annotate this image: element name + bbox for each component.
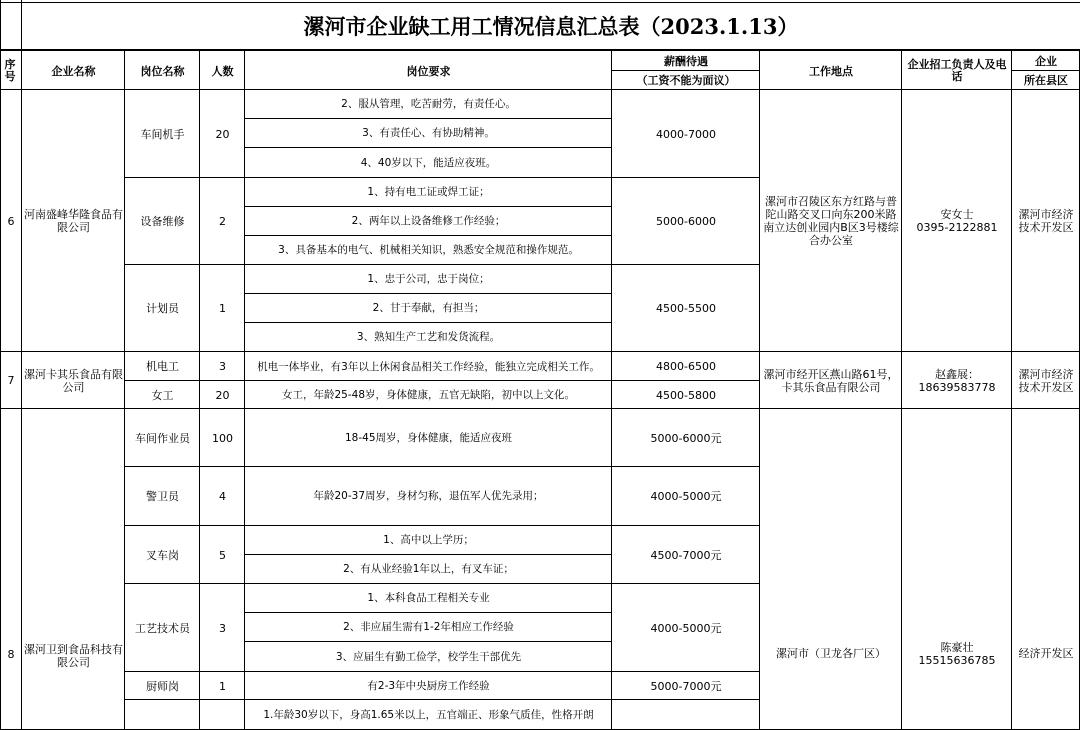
grid-line <box>21 0 22 730</box>
requirement-line: 3、熟知生产工艺和发货流程。 <box>356 331 501 343</box>
grid-line <box>901 50 902 730</box>
grid-line <box>0 2 1080 3</box>
position-salary: 4000-7000 <box>656 127 716 141</box>
grid-line <box>245 322 612 323</box>
grid-line <box>125 671 760 672</box>
position-count: 3 <box>219 621 226 635</box>
grid-line <box>245 641 612 642</box>
grid-line <box>199 50 200 730</box>
position-salary: 4000-5000元 <box>650 490 722 503</box>
company-seq: 8 <box>7 648 15 661</box>
grid-line <box>245 612 612 613</box>
position-name: 设备维修 <box>140 215 185 228</box>
position-name: 车间作业员 <box>135 431 190 445</box>
requirement-line: 1、高中以上学历； <box>383 534 474 546</box>
header-district-top: 企业 <box>1035 55 1057 68</box>
grid-line <box>1012 70 1080 71</box>
position-count: 4 <box>219 490 226 503</box>
grid-line <box>0 351 1080 352</box>
requirement-line: 1.年龄30岁以下，身高1.65米以上，五官端正、形象气质佳，性格开朗 <box>263 709 594 721</box>
position-name: 工艺技术员 <box>135 621 190 635</box>
company-contact: 陈豪壮15515636785 <box>918 640 996 667</box>
grid-line <box>0 0 1 730</box>
position-name: 车间机手 <box>140 127 185 141</box>
grid-line <box>244 50 245 730</box>
grid-line <box>245 293 612 294</box>
header-seq: 序号 <box>4 58 16 83</box>
header-contact: 企业招工负责人及电话 <box>907 58 1007 83</box>
company-seq: 7 <box>7 374 15 387</box>
header-district-bottom: 所在县区 <box>1024 74 1068 87</box>
requirement-line: 女工，年龄25-48岁，身体健康，五官无缺陷，初中以上文化。 <box>281 388 575 401</box>
requirement-line: 4、40岁以下，能适应夜班。 <box>360 156 497 169</box>
position-count: 100 <box>212 431 233 445</box>
position-name: 叉车岗 <box>146 548 179 562</box>
position-count: 2 <box>219 215 226 228</box>
position-name: 警卫员 <box>146 490 179 503</box>
company-location: 漯河市召陵区东方红路与普陀山路交叉口向东200米路南立达创业园内B区3号楼综合办公室 <box>763 195 899 247</box>
position-name: 厨师岗 <box>146 679 179 693</box>
position-name: 女工 <box>151 388 174 402</box>
position-salary: 4500-5800 <box>656 388 716 402</box>
position-salary: 4500-7000元 <box>650 548 722 562</box>
company-name: 河南盛峰华隆食品有限公司 <box>24 208 123 234</box>
grid-line <box>124 50 125 730</box>
requirement-line: 2、两年以上设备维修工作经验； <box>351 215 506 227</box>
grid-line <box>125 525 760 526</box>
requirement-line: 3、有责任心、有协助精神。 <box>362 127 495 139</box>
requirement-line: 机电一体毕业，有3年以上休闲食品相关工作经验，能独立完成相关工作。 <box>257 360 600 373</box>
requirement-line: 3、应届生有勤工俭学，校学生干部优先 <box>335 650 522 663</box>
grid-line <box>245 554 612 555</box>
grid-line <box>245 118 612 119</box>
position-count: 1 <box>219 679 226 693</box>
position-salary: 5000-6000 <box>656 215 716 228</box>
position-count: 1 <box>219 302 226 315</box>
position-name: 计划员 <box>146 302 179 315</box>
requirement-line: 2、非应届生需有1-2年相应工作经验 <box>343 621 514 633</box>
requirement-line: 年龄20-37周岁，身材匀称，退伍军人优先录用； <box>313 490 544 502</box>
grid-line <box>0 408 1080 409</box>
requirement-line: 18-45周岁，身体健康，能适应夜班 <box>344 431 512 444</box>
header-company: 企业名称 <box>51 64 96 78</box>
header-position: 岗位名称 <box>140 64 185 78</box>
company-location: 漯河市经开区燕山路61号，卡其乐食品有限公司 <box>763 367 899 394</box>
grid-line <box>1011 50 1012 730</box>
grid-line <box>125 380 760 381</box>
requirement-line: 有2-3年中央厨房工作经验 <box>367 679 490 692</box>
requirement-line: 2、甘于奉献，有担当； <box>372 302 485 314</box>
header-salary-note: （工资不能为面议） <box>636 74 736 87</box>
position-salary: 4800-6500 <box>656 360 716 373</box>
grid-line <box>611 50 612 730</box>
grid-line <box>0 89 1080 90</box>
sheet-title: 漯河市企业缺工用工情况信息汇总表（2023.1.13） <box>303 13 799 39</box>
header-count: 人数 <box>211 64 234 78</box>
position-salary: 5000-6000元 <box>650 431 722 445</box>
header-salary: 薪酬待遇 <box>664 55 708 68</box>
company-district: 漯河市经济技术开发区 <box>1018 367 1074 394</box>
company-contact: 赵鑫展： 18639583778 <box>918 367 996 394</box>
grid-line <box>245 206 612 207</box>
requirement-line: 2、有从业经验1年以上，有叉车证； <box>343 563 514 575</box>
position-salary: 4500-5500 <box>656 302 716 315</box>
grid-line <box>245 147 612 148</box>
position-count: 20 <box>215 127 230 141</box>
grid-line <box>759 50 760 730</box>
requirement-line: 1、本科食品工程相关专业 <box>367 592 490 604</box>
requirement-line: 3、具备基本的电气、机械相关知识，熟悉安全规范和操作规范。 <box>278 244 579 256</box>
position-salary: 5000-7000元 <box>650 679 722 693</box>
company-contact: 安女士 0395-2122881 <box>916 208 998 234</box>
company-name: 漯河卫到食品科技有限公司 <box>24 642 123 669</box>
company-district: 漯河市经济技术开发区 <box>1018 208 1074 234</box>
header-location: 工作地点 <box>809 64 853 78</box>
grid-line <box>125 177 760 178</box>
grid-line <box>612 70 760 71</box>
company-seq: 6 <box>7 214 15 228</box>
requirement-line: 1、忠于公司，忠于岗位； <box>367 273 490 285</box>
company-location: 漯河市（卫龙各厂区） <box>776 647 886 660</box>
position-name: 机电工 <box>146 360 179 373</box>
grid-line <box>245 235 612 236</box>
company-name: 漯河卡其乐食品有限公司 <box>24 367 123 394</box>
company-district: 经济开发区 <box>1018 647 1074 660</box>
grid-line <box>125 466 760 467</box>
grid-line <box>0 49 1080 51</box>
grid-line <box>125 583 760 584</box>
header-requirement: 岗位要求 <box>406 64 451 78</box>
requirement-line: 1、持有电工证或焊工证； <box>367 186 490 198</box>
position-count: 5 <box>219 548 226 562</box>
requirement-line: 2、服从管理，吃苦耐劳，有责任心。 <box>341 98 516 110</box>
grid-line <box>125 264 760 265</box>
position-count: 3 <box>219 360 226 373</box>
position-salary: 4000-5000元 <box>650 621 722 635</box>
position-count: 20 <box>215 388 230 402</box>
grid-line <box>125 699 760 700</box>
